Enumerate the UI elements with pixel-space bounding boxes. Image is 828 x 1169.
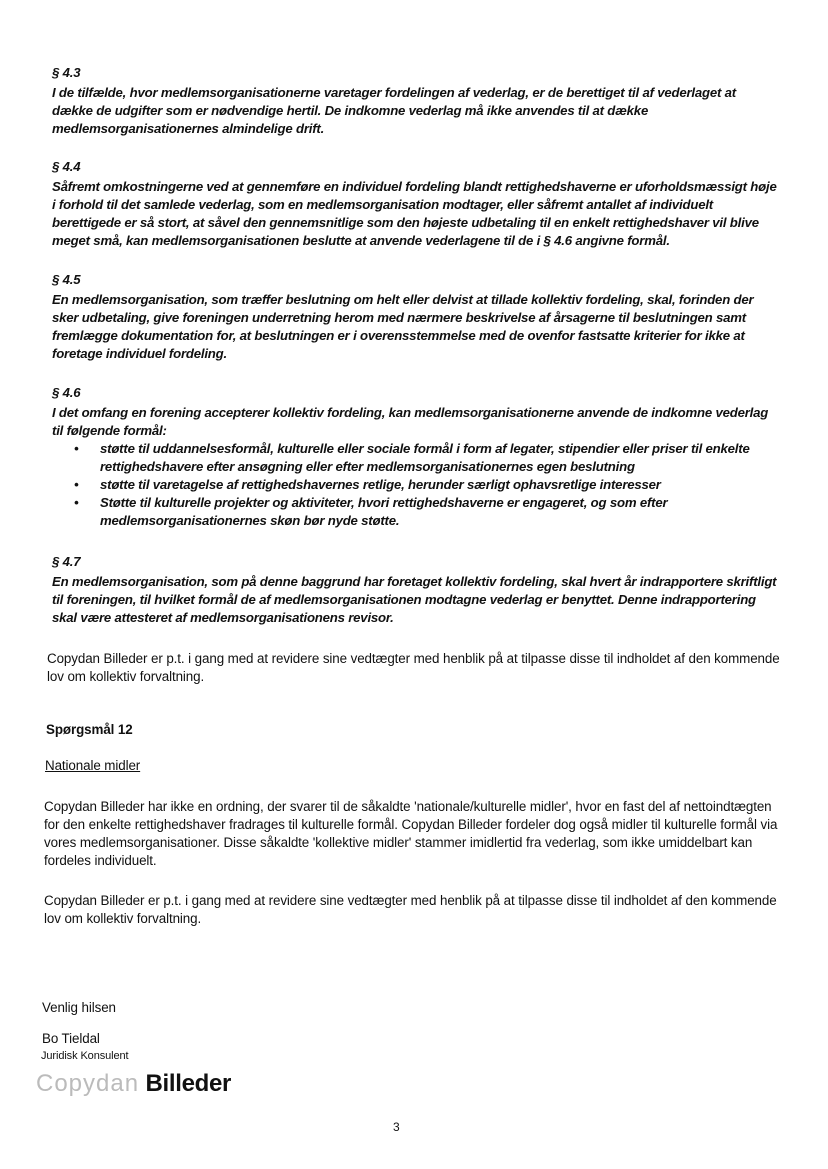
page-number: 3 [393, 1120, 400, 1134]
section-4-5 [52, 271, 778, 363]
paragraph-revision-2: Copydan Billeder er p.t. i gang med at revidere sine vedtægter med henblik på at tilpasse disse til indholdet af den kommende lov om kollektiv forvaltning. [44, 893, 777, 926]
subheading-nationale-midler: Nationale midler [45, 758, 141, 773]
section-body: I de tilfælde, hvor medlemsorganisationerne varetager fordelingen af vederlag, er de berettiget til af vederlaget at dække de udgifter som er nødvendige hertil. De indkomne vederlag må ikke anvendes til at dække medlemsorganisationernes almindelige drift. [52, 85, 736, 136]
section-4-3 [52, 64, 778, 138]
list-item [52, 476, 778, 494]
question-heading: Spørgsmål 12 [46, 722, 133, 737]
section-heading: § 4.6 [52, 385, 81, 400]
section-4-7 [52, 553, 778, 627]
section-heading: § 4.3 [52, 65, 81, 80]
logo-billeder-text: Billeder [145, 1070, 232, 1097]
section-4-4 [52, 158, 778, 250]
logo-copydan-text: Copydan [36, 1070, 140, 1097]
list-item-text: støtte til varetagelse af rettighedshavernes retlige, herunder særligt ophavsretlige interesser [100, 477, 661, 492]
bullet-list [52, 440, 778, 530]
list-item [52, 440, 778, 476]
section-heading: § 4.4 [52, 159, 81, 174]
signer-title: Juridisk Konsulent [41, 1050, 129, 1062]
section-intro: I det omfang en forening accepterer kollektiv fordeling, kan medlemsorganisationerne anvende de indkomne vederlag til følgende formål: [52, 405, 769, 438]
bullet-dot: • [74, 477, 79, 492]
list-item-text: Støtte til kulturelle projekter og aktiviteter, hvori rettighedshaverne er engageret, og som efter medlemsorganisationernes skøn bør nyde støtte. [100, 495, 668, 528]
bullet-dot: • [74, 441, 79, 456]
section-body: Såfremt omkostningerne ved at gennemføre en individuel fordeling blandt rettighedshaverne er uforholdsmæssigt høje i forhold til det samlede vederlag, som en medlemsorganisation modtager, eller såfremt antallet af individuelt berettigede er så stort, at såvel den gennemsnitlige som den højeste udbetaling til en enkelt rettighedshaver vil blive meget små, kan medlemsorganisationen beslutte at anvende vederlagene til de i § 4.6 angivne formål. [52, 179, 777, 248]
section-body: En medlemsorganisation, som på denne baggrund har foretaget kollektiv fordeling, skal hvert år indrapportere skriftligt til foreningen, til hvilket formål de af medlemsorganisationen modtagne vederlag er benyttet. Denne indrapportering skal være attesteret af medlemsorganisationens revisor. [52, 574, 777, 625]
bullet-dot: • [74, 495, 79, 510]
closing-greeting: Venlig hilsen [42, 1000, 116, 1015]
list-item [52, 494, 778, 530]
section-4-6 [52, 384, 778, 530]
copydan-billeder-logo [36, 1070, 231, 1098]
section-body: En medlemsorganisation, som træffer beslutning om helt eller delvist at tillade kollektiv fordeling, skal, forinden der sker udbetaling, give foreningen underretning herom med nærmere beskrivelse af årsagerne til beslutningen samt fremlægge dokumentation for, at beslutningen er i overensstemmelse med de ovenfor fastsatte kriterier for ikke at foretage individuel fordeling. [52, 292, 754, 361]
paragraph-nationale-midler: Copydan Billeder har ikke en ordning, der svarer til de såkaldte 'nationale/kulturelle midler', hvor en fast del af nettoindtægten for den enkelte rettighedshaver fradrages til kulturelle formål. Copydan Billeder fordeler dog også midler til kulturelle formål via vores medlemsorganisationer. Disse såkaldte 'kollektive midler' stammer imidlertid fra vederlag, som ikke umiddelbart kan fordeles individuelt. [44, 799, 778, 868]
paragraph-revision-1: Copydan Billeder er p.t. i gang med at revidere sine vedtægter med henblik på at tilpasse disse til indholdet af den kommende lov om kollektiv forvaltning. [47, 651, 780, 684]
section-heading: § 4.5 [52, 272, 81, 287]
section-heading: § 4.7 [52, 554, 81, 569]
signer-name: Bo Tieldal [42, 1031, 100, 1046]
list-item-text: støtte til uddannelsesformål, kulturelle eller sociale formål i form af legater, stipendier eller priser til enkelte rettighedshavere efter ansøgning eller efter medlemsorganisationernes egen beslutning [100, 441, 750, 474]
